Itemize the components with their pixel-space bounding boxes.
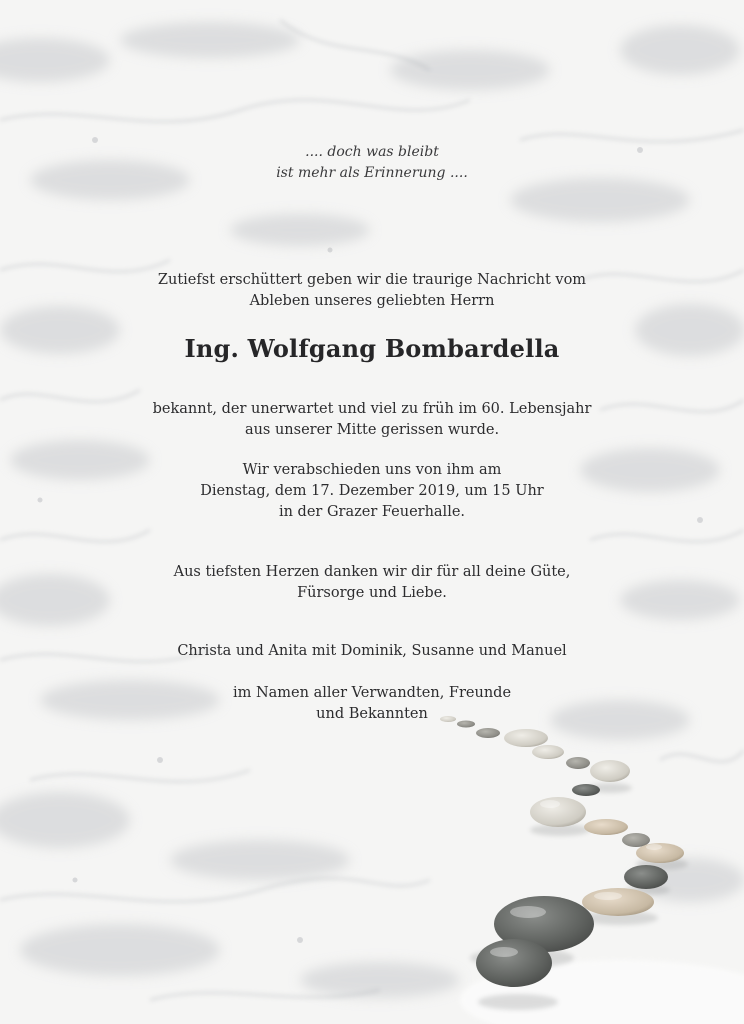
relatives-line-2: und Bekannten <box>316 706 428 722</box>
thanks-line-2: Fürsorge und Liebe. <box>297 585 447 601</box>
farewell-line-1: Wir verabschieden uns von ihm am <box>242 462 502 478</box>
thanks-line-1: Aus tiefsten Herzen danken wir dir für all deine Güte, <box>173 564 571 580</box>
farewell-date: Dienstag, dem 17. Dezember 2019, um 15 Uhr <box>200 483 544 499</box>
deceased-name: Ing. Wolfgang Bombardella <box>184 334 560 363</box>
announcement-line-1: Zutiefst erschüttert geben wir die traurige Nachricht vom <box>157 272 587 288</box>
farewell-location: in der Grazer Feuerhalle. <box>278 504 466 520</box>
motto-line-2: ist mehr als Erinnerung .... <box>276 165 468 181</box>
motto-line-1: .... doch was bleibt <box>305 144 439 160</box>
passing-line-2: aus unserer Mitte gerissen wurde. <box>244 422 500 438</box>
mourners: Christa und Anita mit Dominik, Susanne und Manuel <box>177 643 567 659</box>
announcement-line-2: Ableben unseres geliebten Herrn <box>249 293 495 309</box>
relatives-line-1: im Namen aller Verwandten, Freunde <box>232 685 512 701</box>
passing-line-1: bekannt, der unerwartet und viel zu früh im 60. Lebensjahr <box>152 401 592 417</box>
